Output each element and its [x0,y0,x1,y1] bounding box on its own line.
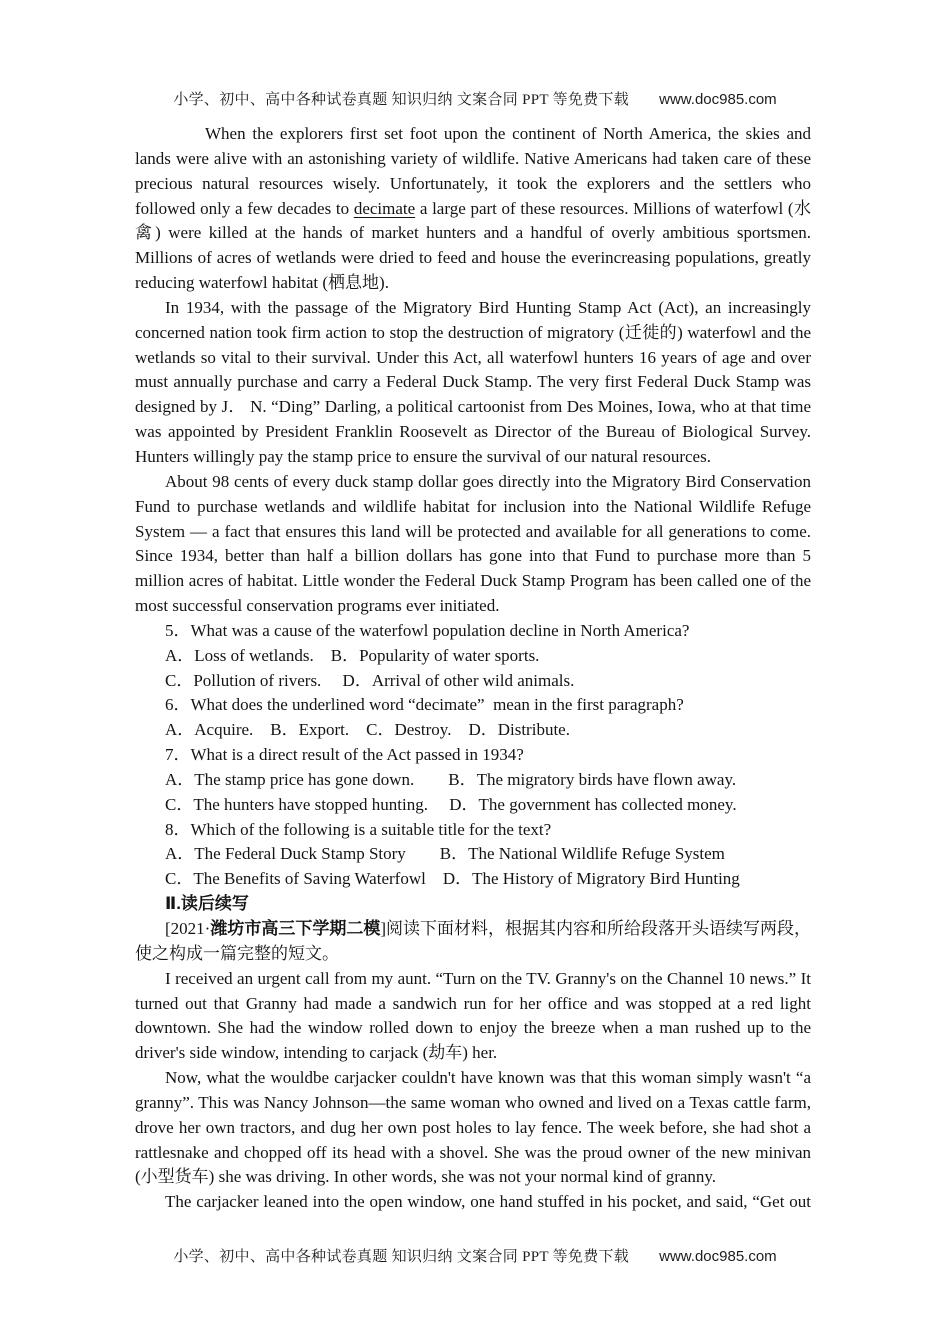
page-footer [0,1245,950,1266]
story-paragraph-1: I received an urgent call from my aunt. “Turn on the TV. Granny's on the Channel 10 news.” It turned out that Granny had made a sandwich run for her office and was stopped at a red light downtown. She had the window rolled down to enjoy the breeze when a man rushed up to the driver's side window, intending to carjack (劫车) her. [135,968,811,1063]
document-body [135,122,811,1215]
question-5-stem: 5．What was a cause of the waterfowl population decline in North America? [165,620,690,640]
underlined-word-decimate: decimate [353,198,416,218]
passage-paragraph-2: In 1934, with the passage of the Migratory Bird Hunting Stamp Act (Act), an increasingly concerned nation took firm action to stop the destruction of migratory (迁徙的) waterfowl and the wetlands so vital to their survival. Under this Act, all waterfowl hunters 16 years of age and over must annually purchase and carry a Federal Duck Stamp. The very first Federal Duck Stamp was designed by J． N. “Ding” Darling, a political cartoonist from Des Moines, Iowa, who at that time was appointed by President Franklin Roosevelt as Director of the Bureau of Biological Survey. Hunters willingly pay the stamp price to ensure the survival of our natural resources. [135,297,811,466]
passage-p1-text-after: a large part of these resources. Millions of waterfowl (水禽) were killed at the hands of market hunters and a handful of overly ambitious sportsmen. Millions of acres of wetlands were dried to feed and house the everincreasing populations, greatly reducing waterfowl habitat (栖息地). [135,198,811,293]
source-instructions: ]阅读下面材料，根据其内容和所给段落开头语续写两段，使之构成一篇完整的短文。 [135,919,811,963]
footer-url-link[interactable]: www.doc985.com [659,1248,777,1265]
section-2-source-line [135,917,811,967]
question-8-options-cd: C．The Benefits of Saving Waterfowl D．The History of Migratory Bird Hunting [165,869,740,889]
source-bracket-open: [2021· [165,919,211,938]
passage-p1-text-before: When the explorers first set foot upon the continent of North America, the skies and lands were alive with an astonishing variety of wildlife. Native Americans had taken care of these precious natural resources wisely. Unfortunately, it took the explorers and the settlers who followed only a few decades to [135,124,811,218]
header-promo-text: 小学、初中、高中各种试卷真题 知识归纳 文案合同 PPT 等免费下载 [173,92,630,108]
question-8-options-ab: A．The Federal Duck Stamp Story B．The National Wildlife Refuge System [165,844,725,864]
question-7-options-cd: C．The hunters have stopped hunting. D．The government has collected money. [165,794,737,814]
source-exam-name: 潍坊市高三下学期二模 [210,919,381,938]
question-7-stem: 7．What is a direct result of the Act passed in 1934? [165,745,524,765]
story-paragraph-3: The carjacker leaned into the open window, one hand stuffed in his pocket, and said, “Get out [165,1192,811,1212]
footer-promo-text: 小学、初中、高中各种试卷真题 知识归纳 文案合同 PPT 等免费下载 [173,1249,630,1265]
section-2-heading: Ⅱ.读后续写 [165,894,249,914]
question-8-stem: 8．Which of the following is a suitable title for the text? [165,819,552,839]
story-paragraph-2: Now, what the wouldbe carjacker couldn't have known was that this woman simply wasn't “a granny”. This was Nancy Johnson—the same woman who owned and lived on a Texas cattle farm, drove her own tractors, and dug her own post holes to lay fence. The week before, she had shot a rattlesnake and chopped off its head with a shovel. She was the proud owner of the new minivan (小型货车) she was driving. In other words, she was not your normal kind of granny. [135,1068,811,1187]
question-6-options-abcd: A．Acquire. B．Export. C．Destroy. D．Distribute. [165,720,570,740]
question-5-options-cd: C．Pollution of rivers. D．Arrival of other wild animals. [165,670,575,690]
question-7-options-ab: A．The stamp price has gone down. B．The migratory birds have flown away. [165,769,737,789]
question-5-options-ab: A．Loss of wetlands. B．Popularity of water sports. [165,645,540,665]
page-header [0,88,950,109]
question-6-stem: 6．What does the underlined word “decimate” mean in the first paragraph? [165,695,684,715]
passage-paragraph-3: About 98 cents of every duck stamp dollar goes directly into the Migratory Bird Conservation Fund to purchase wetlands and wildlife habitat for inclusion into the National Wildlife Refuge System — a fact that ensures this land will be protected and available for all generations to come. Since 1934, better than half a billion dollars has gone into that Fund to purchase more than 5 million acres of habitat. Little wonder the Federal Duck Stamp Program has been called one of the most successful conservation programs ever initiated. [135,471,811,616]
passage-paragraph-1 [135,122,811,296]
header-url-link[interactable]: www.doc985.com [659,91,777,108]
